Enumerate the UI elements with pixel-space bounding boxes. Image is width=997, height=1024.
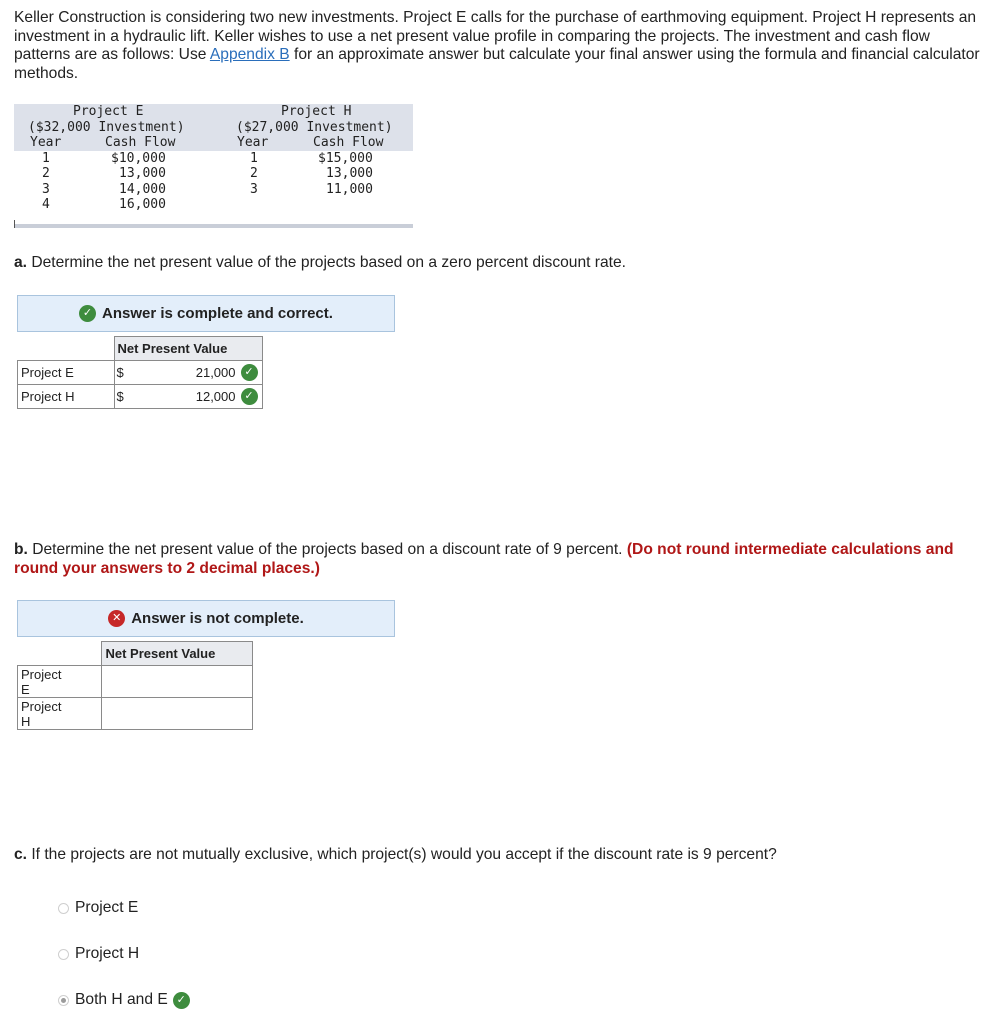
table-bottom-rule <box>14 224 413 228</box>
project-h-cf-header: Cash Flow <box>313 135 384 150</box>
project-e-flow: $10,000 <box>111 151 166 166</box>
project-e-flow: 14,000 <box>119 182 166 197</box>
corner-cell <box>18 337 115 361</box>
option-label: Project E <box>75 899 139 916</box>
part-b-banner-text: Answer is not complete. <box>131 610 304 627</box>
option-label: Project H <box>75 945 140 962</box>
currency-symbol: $ <box>116 389 124 404</box>
part-c-text: If the projects are not mutually exclusive, which project(s) would you accept if the discount rate is 9 percent? <box>27 846 777 863</box>
project-e-investment: ($32,000 Investment) <box>28 120 185 135</box>
row-label-project-e <box>18 666 102 698</box>
npv-input-project-h[interactable] <box>101 698 252 730</box>
project-h-year: 2 <box>250 166 258 181</box>
check-circle-icon: ✓ <box>173 992 190 1009</box>
option-project-h[interactable] <box>58 945 139 963</box>
part-a-question <box>14 253 626 272</box>
row-label-line: Project <box>21 698 62 714</box>
project-e-title: Project E <box>73 104 144 119</box>
intro-text: Keller Construction is considering two new investments. Project E calls for the purchase of earthmoving equipment. Project H represents an investment in a hydraulic lift. Keller wishes to use a net present value profile in comparing the projects. The investment and cash flow patterns are as follows: Use <box>14 9 977 64</box>
part-a-text: Determine the net present value of the projects based on a zero percent discount rate. <box>27 254 626 271</box>
table-row <box>18 698 253 730</box>
npv-header: Net Present Value <box>114 337 262 361</box>
table-row <box>18 666 253 698</box>
project-h-title: Project H <box>281 104 352 119</box>
table-row <box>18 385 263 409</box>
project-h-investment: ($27,000 Investment) <box>236 120 393 135</box>
row-label-project-e: Project E <box>18 361 115 385</box>
npv-cell-project-e[interactable] <box>114 361 262 385</box>
check-circle-icon: ✓ <box>79 305 96 322</box>
appendix-b-link[interactable]: Appendix B <box>209 46 290 64</box>
currency-symbol: $ <box>116 365 124 380</box>
x-circle-icon: ✕ <box>108 610 125 627</box>
project-h-year: 3 <box>250 182 258 197</box>
project-h-flow: 11,000 <box>326 182 373 197</box>
radio-circle-icon[interactable] <box>58 903 69 914</box>
project-e-year: 4 <box>42 197 50 212</box>
project-e-year: 3 <box>42 182 50 197</box>
part-b-question <box>14 540 979 578</box>
table-left-tick <box>14 220 15 228</box>
row-label-project-h: Project H <box>18 385 115 409</box>
project-e-year-header: Year <box>30 135 62 150</box>
part-a-banner-text: Answer is complete and correct. <box>102 305 333 322</box>
project-e-flow: 13,000 <box>119 166 166 181</box>
project-h-flow: 13,000 <box>326 166 373 181</box>
project-e-year: 1 <box>42 151 50 166</box>
npv-input-project-e[interactable] <box>101 666 252 698</box>
row-label-line: E <box>21 681 30 697</box>
project-h-year-header: Year <box>237 135 269 150</box>
problem-statement <box>14 9 989 84</box>
npv-value-project-h: 12,000 <box>195 389 236 404</box>
radio-selected-icon[interactable] <box>58 995 69 1006</box>
corner-cell <box>18 642 102 666</box>
npv-value-project-e: 21,000 <box>195 365 236 380</box>
part-b-result-banner <box>17 600 395 637</box>
project-h-flow: $15,000 <box>318 151 373 166</box>
part-b-instruction: (Do not round intermediate calculations and round your answers to 2 decimal places.) <box>14 541 954 577</box>
npv-cell-project-h[interactable] <box>114 385 262 409</box>
project-e-cf-header: Cash Flow <box>105 135 176 150</box>
project-e-flow: 16,000 <box>119 197 166 212</box>
part-a-result-banner <box>17 295 395 332</box>
part-a-answer-table <box>17 336 263 409</box>
option-both[interactable] <box>58 991 190 1009</box>
row-label-line: Project <box>21 666 62 682</box>
part-c-label: c. <box>14 846 28 863</box>
project-h-year: 1 <box>250 151 258 166</box>
row-label-project-h <box>18 698 102 730</box>
row-label-line: H <box>21 713 31 729</box>
cash-flow-table <box>14 104 413 228</box>
option-label: Both H and E <box>75 991 168 1008</box>
project-e-year: 2 <box>42 166 50 181</box>
check-circle-icon: ✓ <box>241 388 258 405</box>
intro-text-end: for an approximate answer but calculate your final answer using the formula and financial calculator methods. <box>14 46 980 83</box>
part-c-question <box>14 845 777 864</box>
check-circle-icon: ✓ <box>241 364 258 381</box>
part-a-label: a. <box>14 254 28 271</box>
table-row <box>18 361 263 385</box>
part-b-text: Determine the net present value of the projects based on a discount rate of 9 percent. <box>27 541 627 558</box>
part-b-answer-table <box>17 641 253 730</box>
npv-header: Net Present Value <box>101 642 252 666</box>
option-project-e[interactable] <box>58 899 138 917</box>
radio-circle-icon[interactable] <box>58 949 69 960</box>
part-b-label: b. <box>14 541 28 558</box>
